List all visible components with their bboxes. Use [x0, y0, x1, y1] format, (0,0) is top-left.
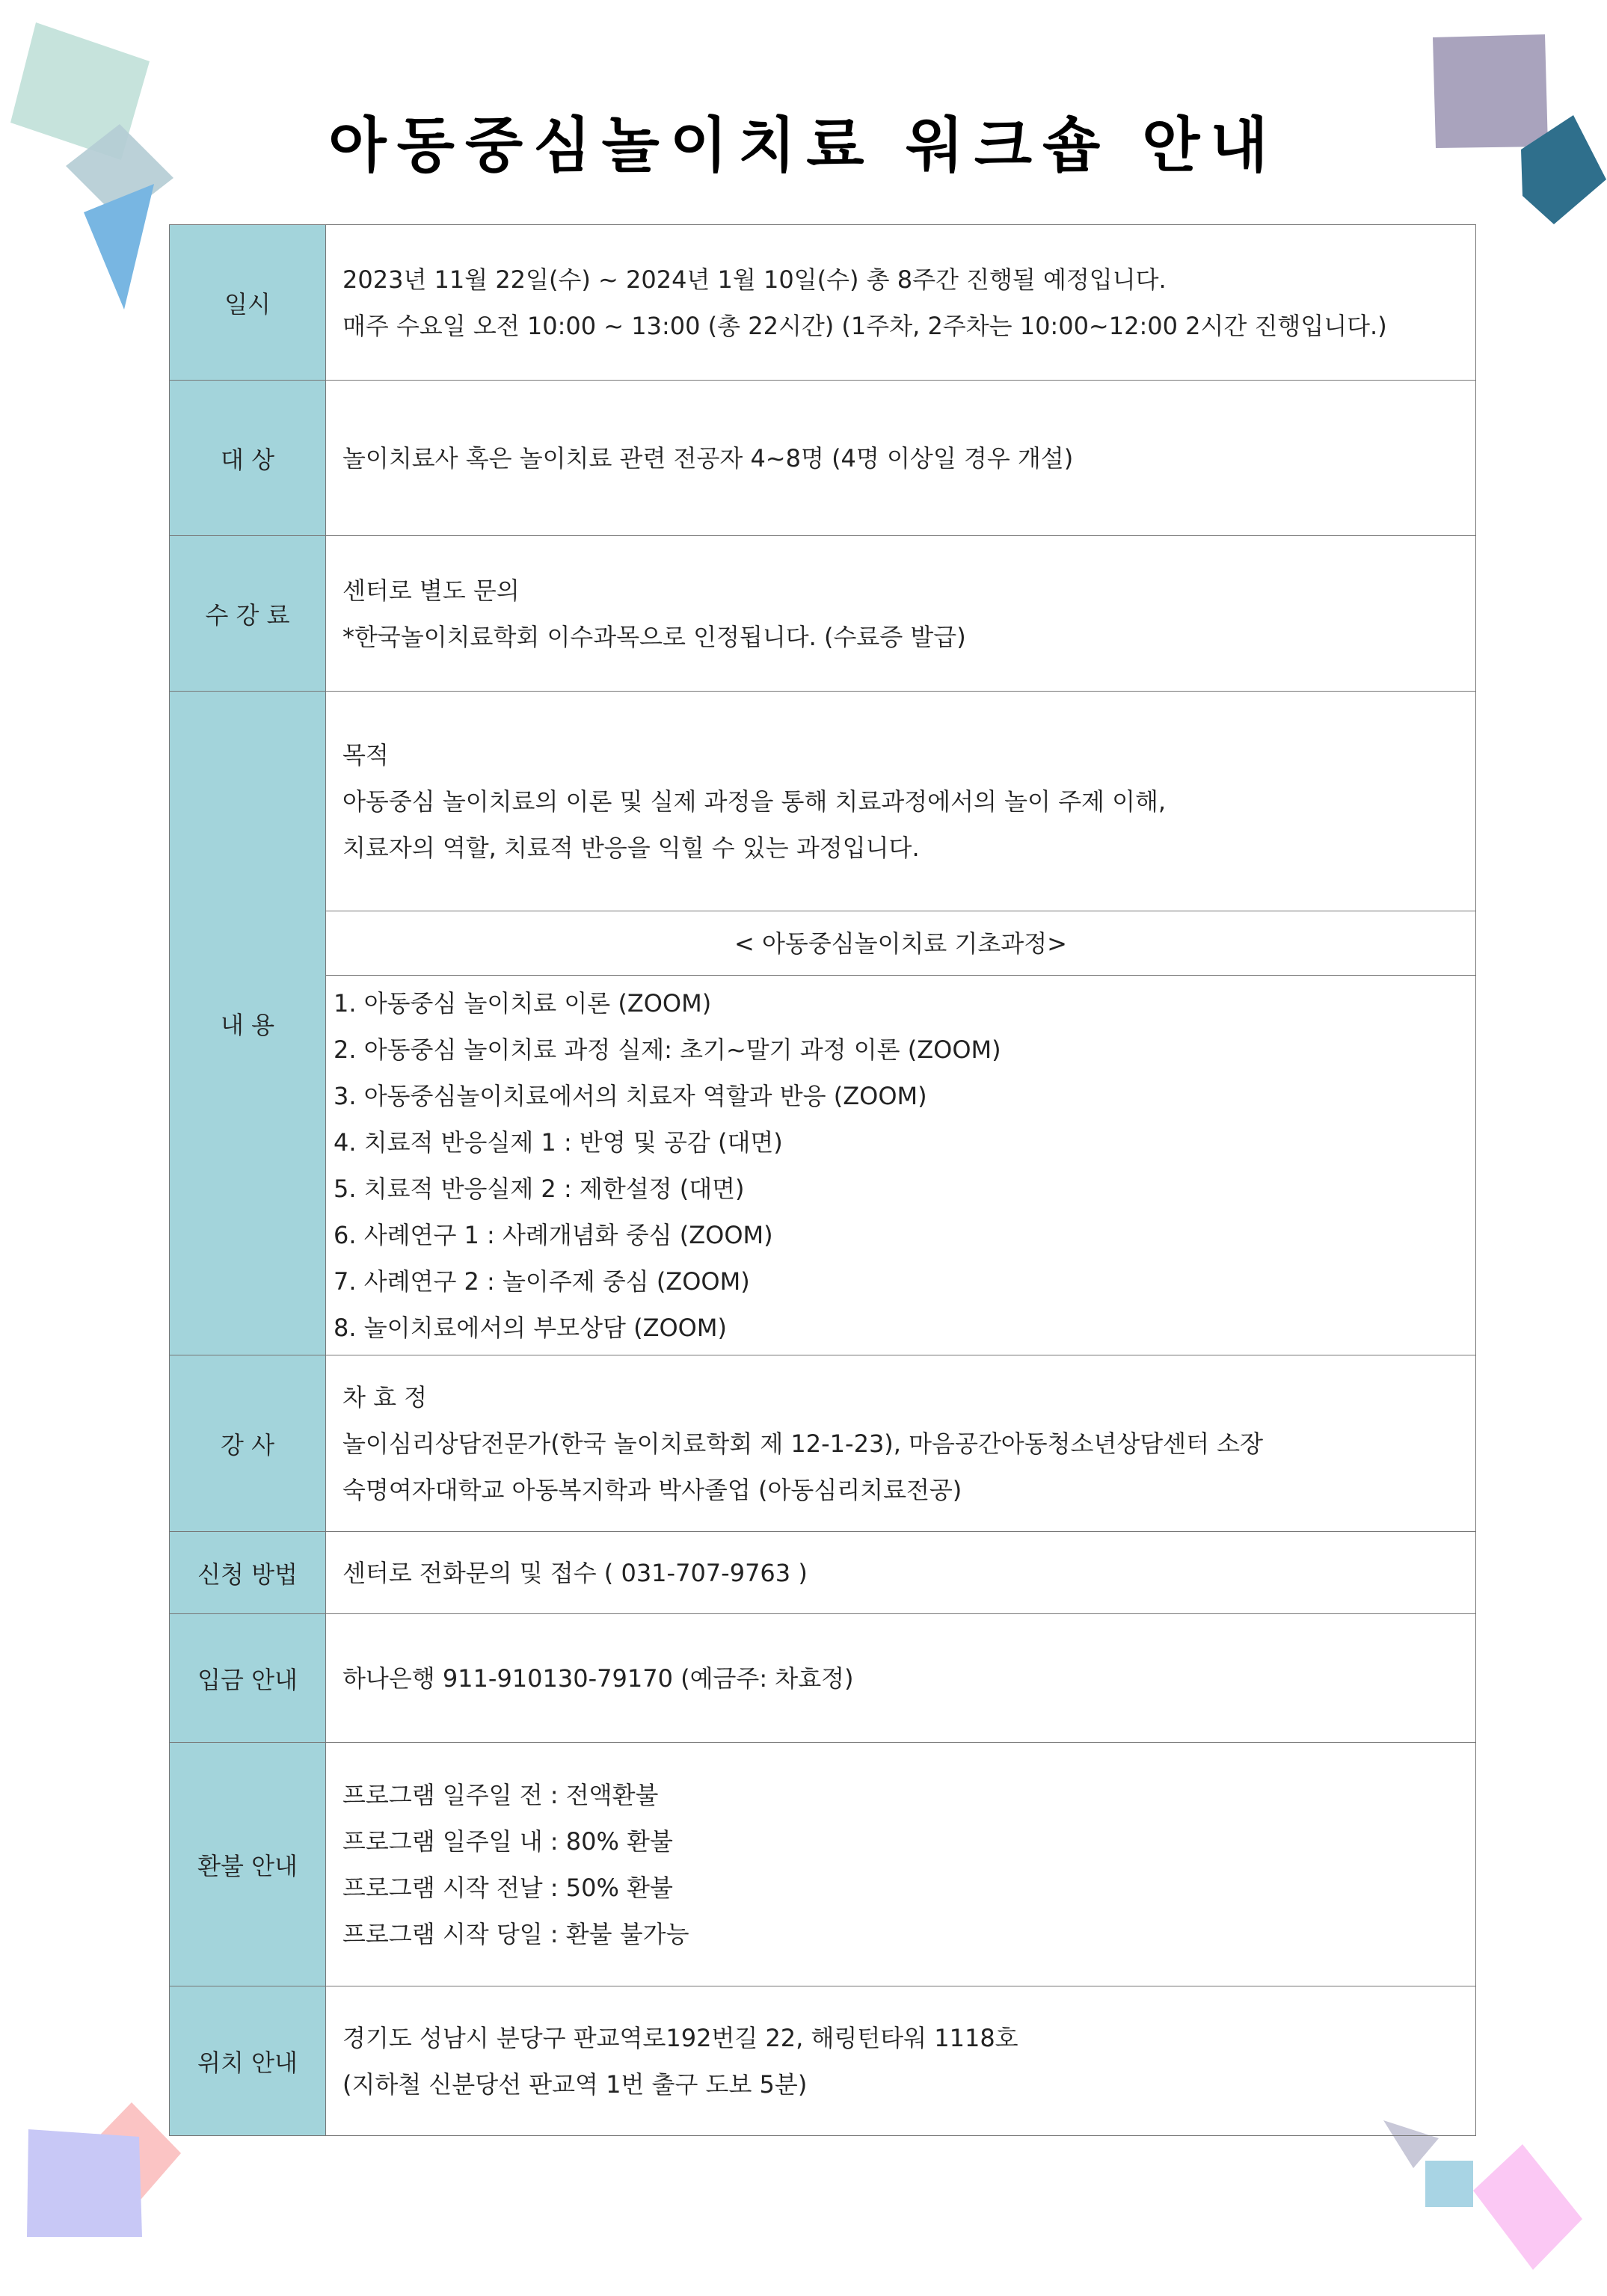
apply-label: 신청 방법: [170, 1532, 326, 1614]
instructor-line: 놀이심리상담전문가(한국 놀이치료학회 제 12-1-23), 마음공간아동청소년상담센터 소장: [342, 1429, 1263, 1458]
page-title: 아동중심놀이치료 워크숍 안내: [328, 111, 1279, 180]
target-content: [326, 381, 1476, 536]
workshop-info-table: [169, 224, 1476, 2136]
decoration-bottom-right: [1361, 2108, 1607, 2296]
schedule-line: 매주 수요일 오전 10:00 ~ 13:00 (총 22시간) (1주차, 2주차는 10:00~12:00 2시간 진행입니다.): [342, 311, 1387, 340]
instructor-label: 강 사: [170, 1355, 326, 1532]
deposit-label: 입금 안내: [170, 1614, 326, 1743]
purpose-line: 치료자의 역할, 치료적 반응을 익힐 수 있는 과정입니다.: [342, 833, 920, 862]
row-fee: [170, 536, 1476, 692]
refund-label: 환불 안내: [170, 1743, 326, 1986]
target-label: 대 상: [170, 381, 326, 536]
row-schedule: [170, 225, 1476, 381]
fee-line: 센터로 별도 문의: [342, 576, 520, 605]
course-title: < 아동중심놀이치료 기초과정>: [326, 911, 1476, 976]
list-item: 2. 아동중심 놀이치료 과정 실제: 초기~말기 과정 이론 (ZOOM): [334, 1035, 1001, 1064]
deposit-content: [326, 1614, 1476, 1743]
deposit-line: 하나은행 911-910130-79170 (예금주: 차효정): [342, 1663, 854, 1693]
apply-line: 센터로 전화문의 및 접수 ( 031-707-9763 ): [342, 1558, 808, 1587]
refund-line: 프로그램 시작 전날 : 50% 환불: [342, 1873, 673, 1902]
list-item: 5. 치료적 반응실제 2 : 제한설정 (대면): [334, 1174, 745, 1203]
row-location: [170, 1986, 1476, 2136]
row-refund: [170, 1743, 1476, 1986]
instructor-line: 차 효 정: [342, 1382, 428, 1412]
purpose-line: 아동중심 놀이치료의 이론 및 실제 과정을 통해 치료과정에서의 놀이 주제 이해,: [342, 787, 1167, 816]
row-apply: [170, 1532, 1476, 1614]
row-target: [170, 381, 1476, 536]
schedule-content: [326, 225, 1476, 381]
list-item: 7. 사례연구 2 : 놀이주제 중심 (ZOOM): [334, 1267, 750, 1296]
apply-content: [326, 1532, 1476, 1614]
fee-label: 수 강 료: [170, 536, 326, 692]
list-item: 6. 사례연구 1 : 사례개념화 중심 (ZOOM): [334, 1220, 773, 1249]
purpose-content: [326, 692, 1476, 911]
location-line: 경기도 성남시 분당구 판교역로192번길 22, 해링턴타워 1118호: [342, 2023, 1018, 2052]
refund-content: [326, 1743, 1476, 1986]
content-label: 내 용: [170, 692, 326, 1355]
list-item: 8. 놀이치료에서의 부모상담 (ZOOM): [334, 1313, 727, 1342]
location-line: (지하철 신분당선 판교역 1번 출구 도보 5분): [342, 2069, 808, 2099]
course-item-list: [326, 976, 1476, 1355]
list-item: 1. 아동중심 놀이치료 이론 (ZOOM): [334, 988, 712, 1018]
fee-line: *한국놀이치료학회 이수과목으로 인정됩니다. (수료증 발급): [342, 622, 966, 651]
refund-line: 프로그램 일주일 내 : 80% 환불: [342, 1826, 673, 1856]
instructor-content: [326, 1355, 1476, 1532]
purpose-line: 목적: [342, 740, 389, 769]
refund-line: 프로그램 일주일 전 : 전액환불: [342, 1780, 659, 1809]
fee-content: [326, 536, 1476, 692]
schedule-label: 일시: [170, 225, 326, 381]
row-content-purpose: [170, 692, 1476, 911]
list-item: 3. 아동중심놀이치료에서의 치료자 역할과 반응 (ZOOM): [334, 1081, 927, 1110]
refund-line: 프로그램 시작 당일 : 환불 불가능: [342, 1919, 689, 1948]
instructor-line: 숙명여자대학교 아동복지학과 박사졸업 (아동심리치료전공): [342, 1475, 962, 1504]
target-line: 놀이치료사 혹은 놀이치료 관련 전공자 4~8명 (4명 이상일 경우 개설): [342, 443, 1074, 473]
row-deposit: [170, 1614, 1476, 1743]
location-label: 위치 안내: [170, 1986, 326, 2136]
row-course-title: [170, 911, 1476, 976]
row-course-items: [170, 976, 1476, 1355]
decoration-bottom-left: [0, 2063, 194, 2296]
row-instructor: [170, 1355, 1476, 1532]
schedule-line: 2023년 11월 22일(수) ~ 2024년 1월 10일(수) 총 8주간 진행될 예정입니다.: [342, 265, 1167, 294]
location-content: [326, 1986, 1476, 2136]
list-item: 4. 치료적 반응실제 1 : 반영 및 공감 (대면): [334, 1127, 783, 1157]
